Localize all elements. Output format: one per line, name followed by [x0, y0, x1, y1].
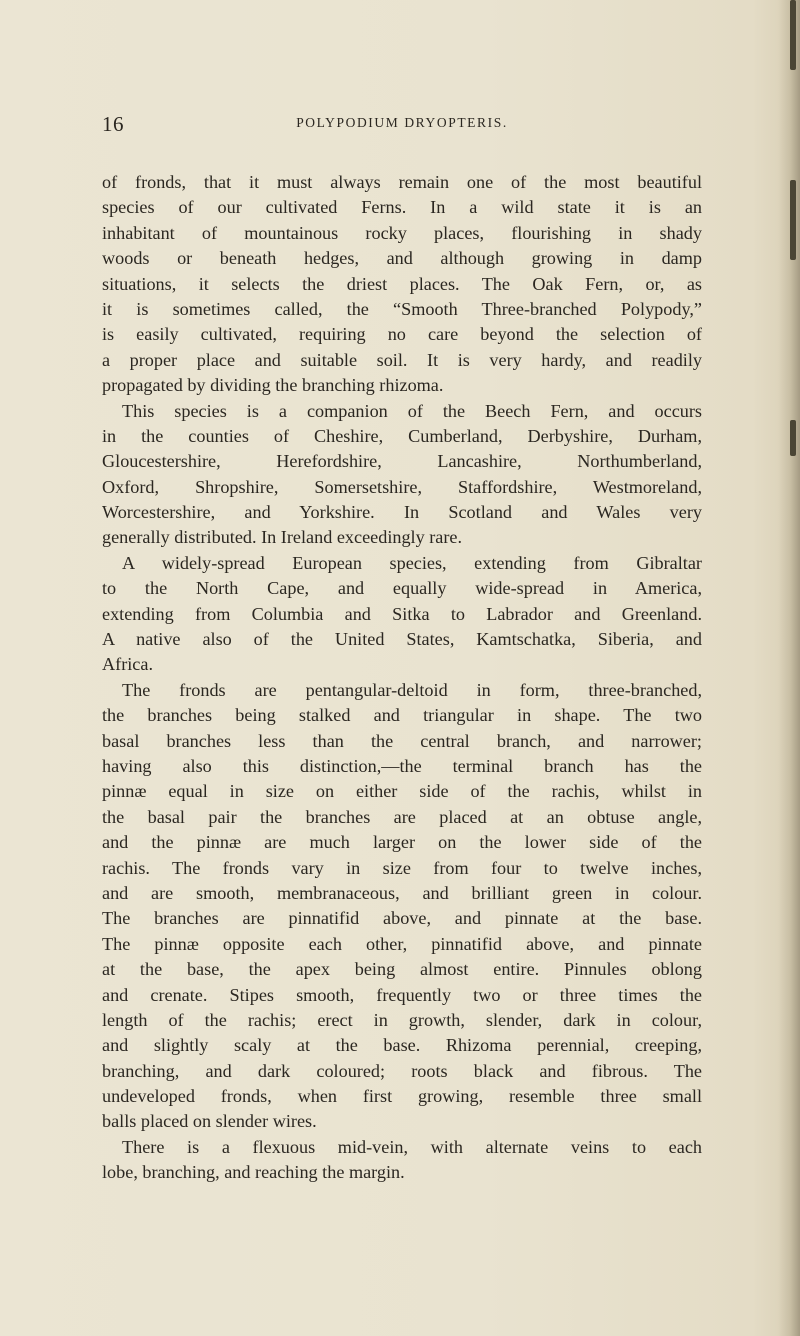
text-line: A native also of the United States, Kamtschatka, Siberia, and — [102, 629, 702, 650]
text-line: length of the rachis; erect in growth, slender, dark in colour, — [102, 1009, 702, 1030]
page-edge-shadow — [778, 0, 800, 1336]
text-line: inhabitant of mountainous rocky places, flourishing in shady — [102, 222, 702, 243]
text-line: undeveloped fronds, when first growing, resemble three small — [102, 1086, 702, 1107]
text-line: having also this distinction,—the terminal branch has the — [102, 755, 702, 776]
page-number: 16 — [102, 112, 124, 136]
text-line: A widely-spread European species, extending from Gibraltar — [122, 552, 702, 573]
text-line: The fronds are pentangular-deltoid in form, three-branched, — [122, 679, 702, 700]
text-line: the basal pair the branches are placed at an obtuse angle, — [102, 806, 702, 827]
text-line: Gloucestershire, Herefordshire, Lancashire, Northumberland, — [102, 451, 702, 472]
text-line: Oxford, Shropshire, Somersetshire, Staffordshire, Westmoreland, — [102, 476, 702, 497]
text-line: propagated by dividing the branching rhizoma. — [102, 375, 444, 396]
text-line: basal branches less than the central branch, and narrower; — [102, 730, 702, 751]
binding-mark — [790, 420, 796, 456]
text-line: species of our cultivated Ferns. In a wild state it is an — [102, 197, 702, 218]
text-line: at the base, the apex being almost entire. Pinnules oblong — [102, 959, 702, 980]
text-line: and the pinnæ are much larger on the lower side of the — [102, 832, 702, 853]
text-line: The branches are pinnatifid above, and pinnate at the base. — [102, 908, 702, 929]
text-line: The pinnæ opposite each other, pinnatifid above, and pinnate — [102, 933, 702, 954]
running-head: POLYPODIUM DRYOPTERIS. — [296, 115, 508, 130]
binding-mark — [790, 0, 796, 70]
text-line: a proper place and suitable soil. It is very hardy, and readily — [102, 349, 702, 370]
text-line: and are smooth, membranaceous, and brilliant green in colour. — [102, 882, 702, 903]
text-line: lobe, branching, and reaching the margin. — [102, 1162, 405, 1183]
text-line: Worcestershire, and Yorkshire. In Scotland and Wales very — [102, 502, 702, 523]
text-line: the branches being stalked and triangular in shape. The two — [102, 705, 702, 726]
binding-mark — [790, 180, 796, 260]
text-line: branching, and dark coloured; roots black and fibrous. The — [102, 1060, 702, 1081]
text-line: in the counties of Cheshire, Cumberland, Derbyshire, Durham, — [102, 425, 702, 446]
text-line: of fronds, that it must always remain one of the most beautiful — [102, 172, 702, 192]
text-line: There is a flexuous mid-vein, with alternate veins to each — [122, 1136, 702, 1157]
text-line: extending from Columbia and Sitka to Labrador and Greenland. — [102, 603, 702, 624]
text-line: generally distributed. In Ireland exceedingly rare. — [102, 527, 463, 548]
text-line: balls placed on slender wires. — [102, 1111, 317, 1132]
text-line: pinnæ equal in size on either side of the rachis, whilst in — [102, 781, 702, 802]
text-line: and crenate. Stipes smooth, frequently two or three times the — [102, 984, 702, 1005]
text-line: situations, it selects the driest places. The Oak Fern, or, as — [102, 273, 702, 294]
page-header — [102, 112, 702, 140]
text-line: woods or beneath hedges, and although growing in damp — [102, 248, 702, 269]
text-line: it is sometimes called, the “Smooth Three-branched Polypody,” — [102, 298, 702, 319]
text-line: to the North Cape, and equally wide-spread in America, — [102, 578, 702, 599]
text-line: This species is a companion of the Beech Fern, and occurs — [122, 400, 702, 421]
text-line: rachis. The fronds vary in size from four to twelve inches, — [102, 857, 702, 878]
body-text — [102, 170, 702, 1186]
text-line: is easily cultivated, requiring no care beyond the selection of — [102, 324, 702, 345]
text-line: Africa. — [102, 654, 153, 675]
text-line: and slightly scaly at the base. Rhizoma perennial, creeping, — [102, 1035, 702, 1056]
